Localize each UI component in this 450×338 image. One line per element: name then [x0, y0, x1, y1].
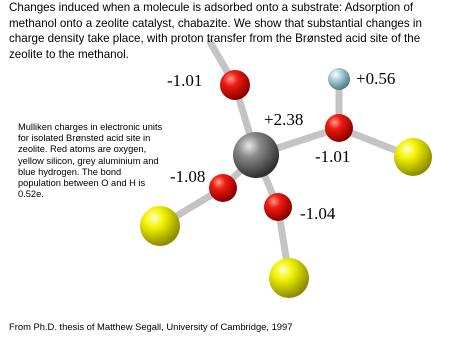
figure-caption: Mulliken charges in electronic units for isolated Brønsted acid site in zeolite. Red atoms are oxygen, yellow silicon, grey aluminium and blue hydrogen. The bond population between O and H is 0.52e. [18, 122, 163, 200]
hydrogen-atom [328, 68, 350, 90]
source-credit: From Ph.D. thesis of Matthew Segall, University of Cambridge, 1997 [9, 321, 293, 332]
charge-label-o-bottom: -1.04 [300, 204, 336, 223]
charge-label-o-left: -1.08 [170, 167, 206, 186]
silicon-atom-left [140, 206, 180, 246]
oxygen-atom-right [325, 114, 353, 142]
charge-label-o-top: -1.01 [167, 71, 203, 90]
silicon-atom-right [394, 138, 432, 176]
oxygen-atom-bottom [264, 193, 292, 221]
silicon-atom-bottom [269, 258, 309, 298]
intro-paragraph: Changes induced when a molecule is adsorbed onto a substrate: Adsorption of methanol onto a zeolite catalyst, chabazite. We show that substantial changes in charge density take place, with proton transfer from the Brønsted acid site of the zeolite to the methanol. [9, 1, 422, 61]
aluminium-atom [233, 132, 279, 178]
charge-label-al-center: +2.38 [264, 110, 304, 129]
charge-label-h-acid: +0.56 [356, 69, 396, 88]
oxygen-atom-left [209, 174, 237, 202]
charge-label-o-right: -1.01 [315, 147, 351, 166]
oxygen-atom-top [220, 70, 250, 100]
